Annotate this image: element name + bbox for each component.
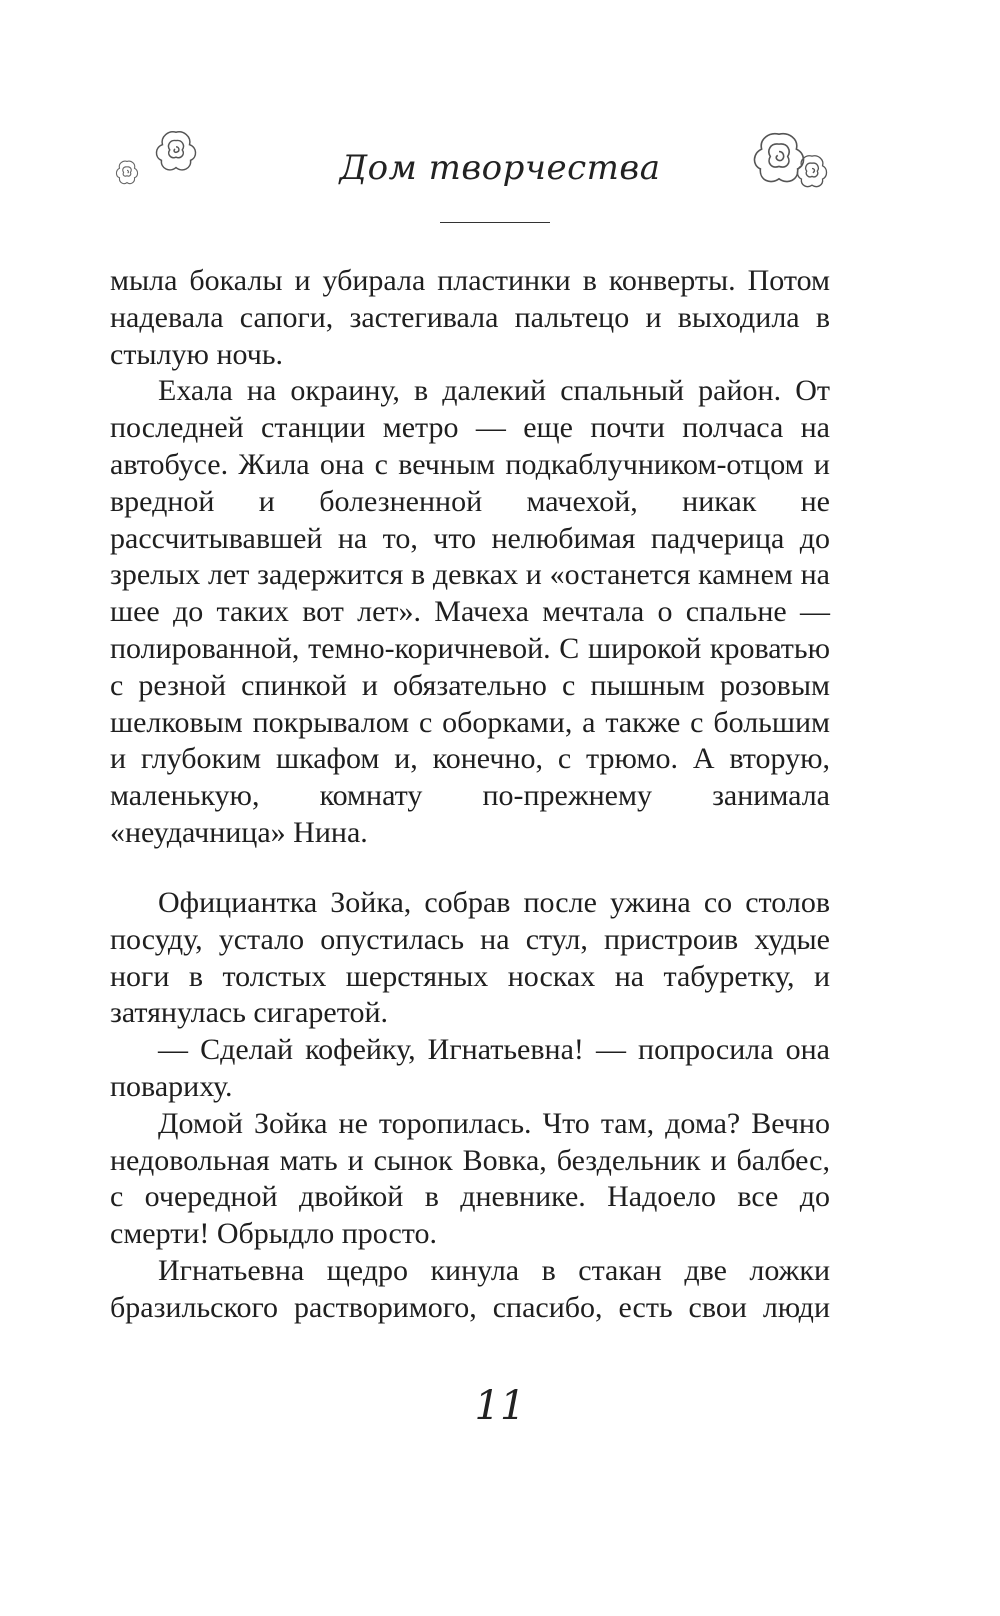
body-text-section-1 [110,263,830,852]
paragraph: мыла бокалы и убирала пластинки в конверты. Потом надевала сапоги, застегивала пальтецо и выходила в стылую ночь. [110,264,830,371]
paragraph: — Сделай кофейку, Игнатьевна! — попросила она повариху. [110,1033,830,1103]
page-number: 11 [474,1383,526,1429]
title-divider [440,222,550,223]
page-header [0,110,1000,250]
paragraph: Игнатьевна щедро кинула в стакан две ложки бразильского растворимого, спасибо, есть свои люди [110,1253,830,1324]
paragraph: Ехала на окраину, в далекий спальный район. От последней станции метро — еще почти полчаса на автобусе. Жила она с вечным подкаблучником-отцом и вредной и болезненной мачехой, никак не рассчитывавшей на то, что нелюбимая падчерица до зрелых лет задержится в девках и «останется камнем на шее до таких вот лет». Мачеха мечтала о спальне — полированной, темно-коричневой. С широкой кроватью с резной спинкой и обязательно с пышным розовым шелковым покрывалом с оборками, а также с большим и глубоким шкафом и, конечно, с трюмо. А вторую, маленькую, комнату по-прежнему занимала «неудачница» Нина. [110,374,830,849]
paragraph: Официантка Зойка, собрав после ужина со столов посуду, устало опустилась на стул, пристроив худые ноги в толстых шерстяных носках на табуретку, и затянулась сигаретой. [110,886,830,1030]
paragraph: Домой Зойка не торопилась. Что там, дома? Вечно недовольная мать и сынок Вовка, бездельник и балбес, с очередной двойкой в дневнике. Надоело все до смерти! Обрыдло просто. [110,1106,830,1251]
running-title: Дом творчества [339,148,661,188]
body-text-section-2 [110,885,830,1327]
